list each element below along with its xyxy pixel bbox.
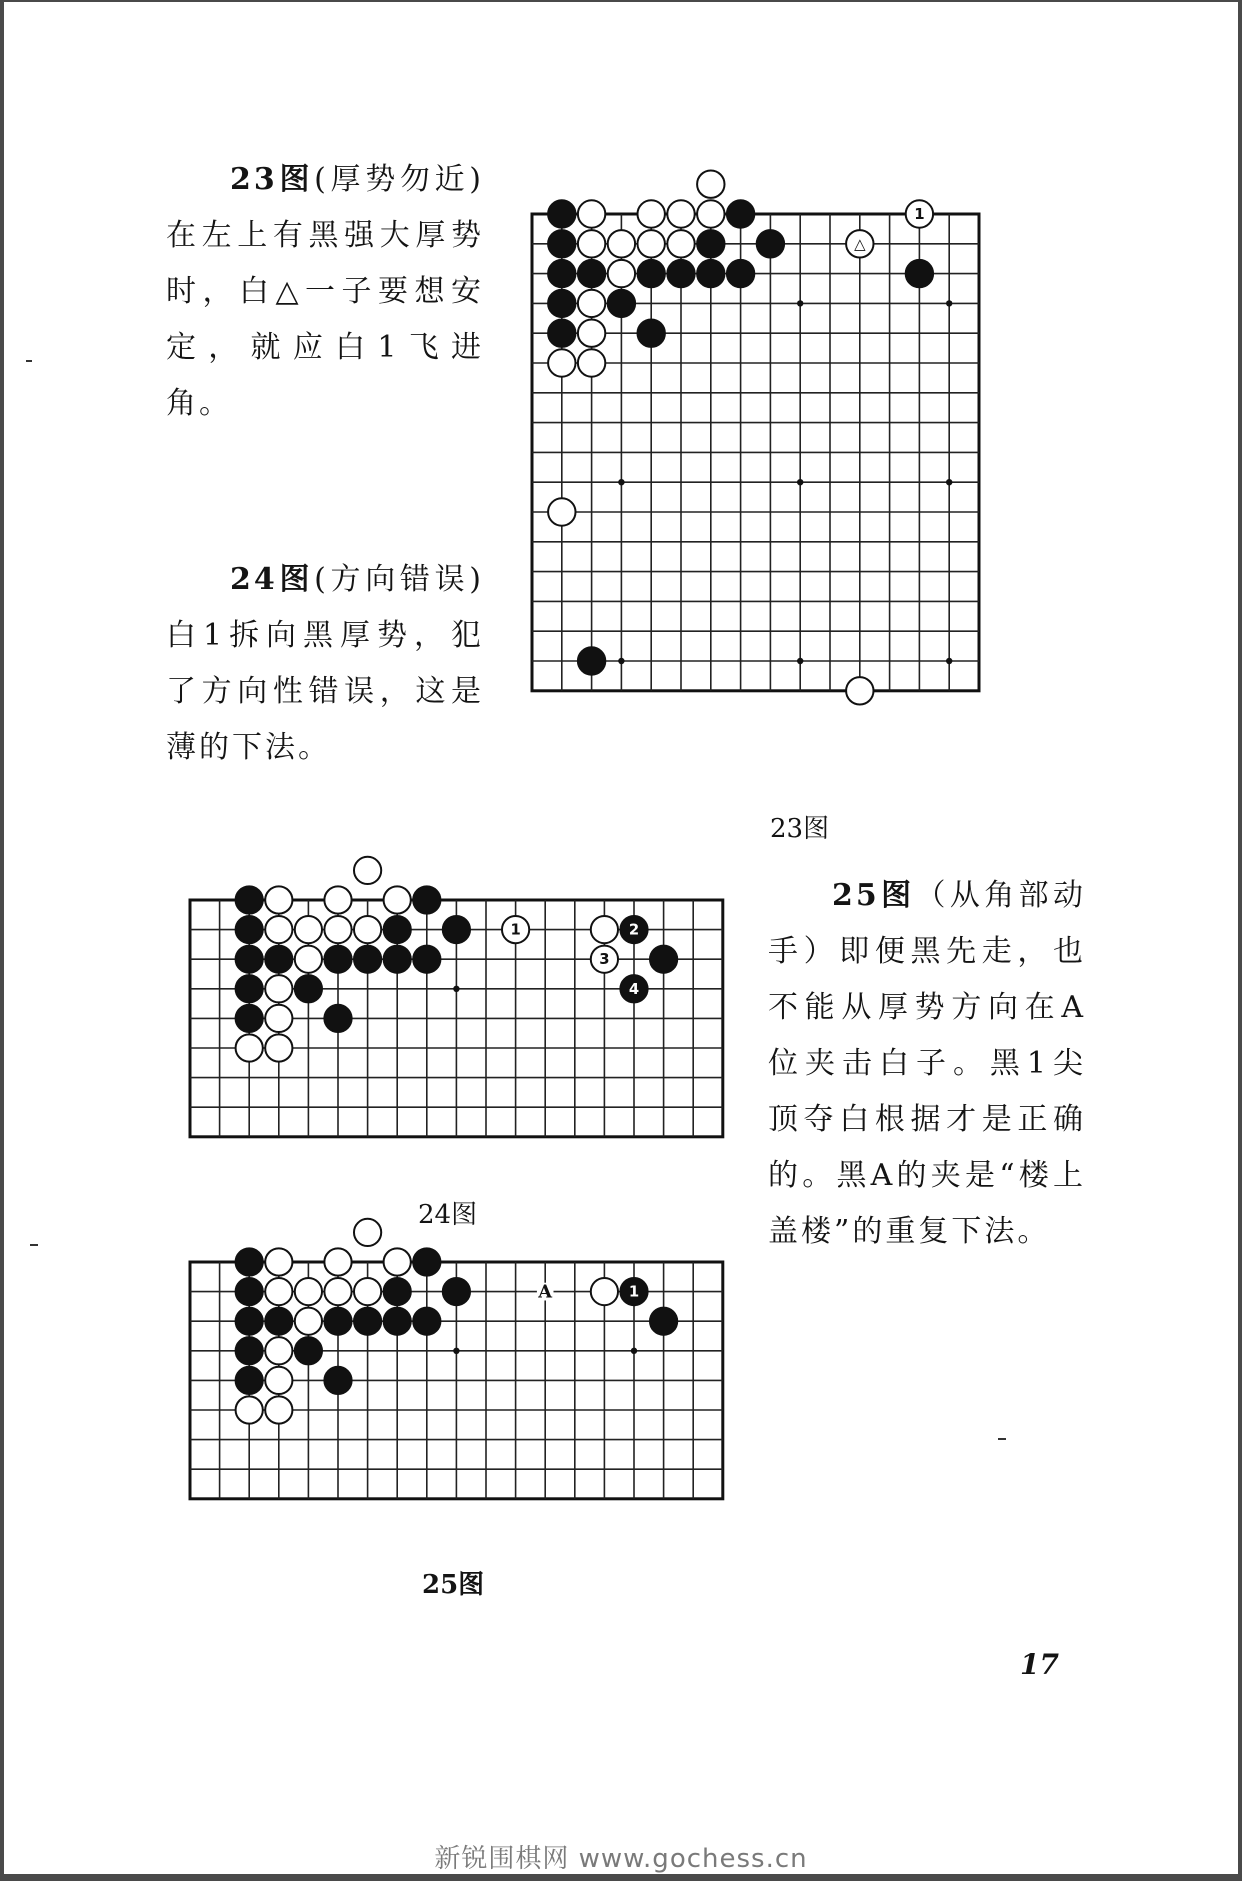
section-24-title: (方向错误) (314, 562, 484, 597)
white-stone (846, 677, 873, 704)
white-stone (265, 1034, 292, 1061)
white-stone (354, 1219, 381, 1246)
black-stone (650, 946, 677, 973)
section-25-body: 即便黑先走，也不能从厚势方向在A位夹击白子。黑1尖顶夺白根据才是正确的。黑A的夹是“楼上盖楼”的重复下法。 (768, 934, 1086, 1249)
white-stone (548, 498, 575, 525)
white-stone (697, 170, 724, 197)
white-stone (384, 886, 411, 913)
page-number: 17 (1020, 1648, 1059, 1681)
move-number-label: 1 (914, 205, 925, 224)
move-number-label: 1 (510, 921, 521, 939)
star-point (946, 300, 952, 306)
white-stone (578, 319, 605, 346)
black-stone (236, 1005, 263, 1032)
star-point (946, 658, 952, 664)
scan-speck (26, 360, 32, 362)
black-stone (727, 200, 754, 227)
black-stone (757, 230, 784, 257)
black-stone (384, 946, 411, 973)
white-stone (324, 1278, 351, 1305)
black-stone (354, 1308, 381, 1335)
black-stone (295, 1337, 322, 1364)
white-stone (265, 886, 292, 913)
white-stone (295, 916, 322, 943)
black-stone (413, 886, 440, 913)
white-stone (384, 1248, 411, 1275)
white-stone (637, 230, 664, 257)
black-stone (324, 946, 351, 973)
white-stone (667, 230, 694, 257)
section-25-heading: 25图 (832, 878, 916, 913)
black-stone (236, 1367, 263, 1394)
section-23-title: (厚势勿近) (314, 162, 484, 197)
black-stone (236, 886, 263, 913)
scan-speck (30, 1244, 38, 1246)
move-number-label: 1 (628, 1283, 640, 1301)
white-stone (591, 916, 618, 943)
caption-24: 24图 (418, 1200, 478, 1230)
section-25-text (768, 868, 1086, 1260)
black-stone (727, 260, 754, 287)
black-stone (384, 1308, 411, 1335)
book-page (4, 2, 1238, 1874)
black-stone (236, 1278, 263, 1305)
caption-25: 25图 (422, 1570, 485, 1600)
black-stone (578, 647, 605, 674)
black-stone (637, 260, 664, 287)
star-point (453, 986, 459, 992)
section-23-body: 在左上有黑强大厚势时，白△一子要想安定，就应白1飞进角。 (166, 218, 484, 421)
white-stone (578, 349, 605, 376)
section-23-text (166, 152, 484, 432)
black-stone (384, 916, 411, 943)
white-stone (697, 200, 724, 227)
white-stone (265, 1005, 292, 1032)
black-stone (413, 1248, 440, 1275)
black-stone (548, 319, 575, 346)
black-stone (324, 1367, 351, 1394)
white-stone (265, 1248, 292, 1275)
white-stone (324, 886, 351, 913)
black-stone (236, 1308, 263, 1335)
black-stone (697, 230, 724, 257)
section-24-heading: 24图 (230, 562, 315, 597)
white-stone (578, 290, 605, 317)
section-24-text (166, 552, 484, 776)
white-stone (265, 1367, 292, 1394)
go-diagram-23 (524, 198, 1084, 770)
white-stone (265, 1396, 292, 1423)
white-stone (265, 975, 292, 1002)
black-stone (384, 1278, 411, 1305)
black-stone (443, 916, 470, 943)
black-stone (650, 1308, 677, 1335)
white-stone (354, 857, 381, 884)
black-stone (324, 1308, 351, 1335)
black-stone (413, 1308, 440, 1335)
black-stone (295, 975, 322, 1002)
point-letter-label: A (538, 1281, 553, 1303)
black-stone (548, 290, 575, 317)
white-stone (324, 1248, 351, 1275)
black-stone (265, 946, 292, 973)
white-stone (578, 200, 605, 227)
white-stone (608, 230, 635, 257)
white-stone (354, 916, 381, 943)
white-stone (667, 200, 694, 227)
star-point (453, 1348, 459, 1354)
black-stone (578, 260, 605, 287)
white-stone (591, 1278, 618, 1305)
black-stone (354, 946, 381, 973)
black-stone (236, 1337, 263, 1364)
white-stone (324, 916, 351, 943)
white-stone (295, 946, 322, 973)
black-stone (637, 319, 664, 346)
white-stone (295, 1308, 322, 1335)
star-point (618, 658, 624, 664)
move-number-label: 4 (628, 980, 640, 998)
go-diagram-24 (184, 872, 740, 1162)
black-stone (236, 946, 263, 973)
move-number-label: 3 (599, 951, 610, 969)
watermark: 新锐围棋网 www.gochess.cn (434, 1844, 808, 1874)
black-stone (548, 260, 575, 287)
white-stone (236, 1034, 263, 1061)
star-point (797, 658, 803, 664)
star-point (631, 1348, 637, 1354)
white-stone (637, 200, 664, 227)
black-stone (236, 975, 263, 1002)
black-stone (667, 260, 694, 287)
go-diagram-25 (184, 1234, 740, 1544)
section-25-title: （从角部动手） (768, 878, 1086, 969)
black-stone (413, 946, 440, 973)
star-point (946, 479, 952, 485)
white-stone (608, 260, 635, 287)
white-stone (548, 349, 575, 376)
black-stone (608, 290, 635, 317)
section-23-heading: 23图 (230, 162, 315, 197)
black-stone (236, 1248, 263, 1275)
black-stone (236, 916, 263, 943)
star-point (797, 300, 803, 306)
black-stone (324, 1005, 351, 1032)
move-number-label: △ (854, 234, 866, 253)
white-stone (265, 916, 292, 943)
black-stone (265, 1308, 292, 1335)
section-24-body: 白1拆向黑厚势，犯了方向性错误，这是薄的下法。 (166, 618, 484, 765)
black-stone (443, 1278, 470, 1305)
white-stone (295, 1278, 322, 1305)
white-stone (265, 1337, 292, 1364)
white-stone (236, 1396, 263, 1423)
white-stone (354, 1278, 381, 1305)
black-stone (548, 200, 575, 227)
black-stone (548, 230, 575, 257)
black-stone (697, 260, 724, 287)
caption-23: 23图 (770, 814, 830, 844)
white-stone (265, 1278, 292, 1305)
black-stone (906, 260, 933, 287)
star-point (797, 479, 803, 485)
white-stone (578, 230, 605, 257)
move-number-label: 2 (628, 921, 640, 939)
scan-speck (998, 1438, 1006, 1440)
star-point (618, 479, 624, 485)
